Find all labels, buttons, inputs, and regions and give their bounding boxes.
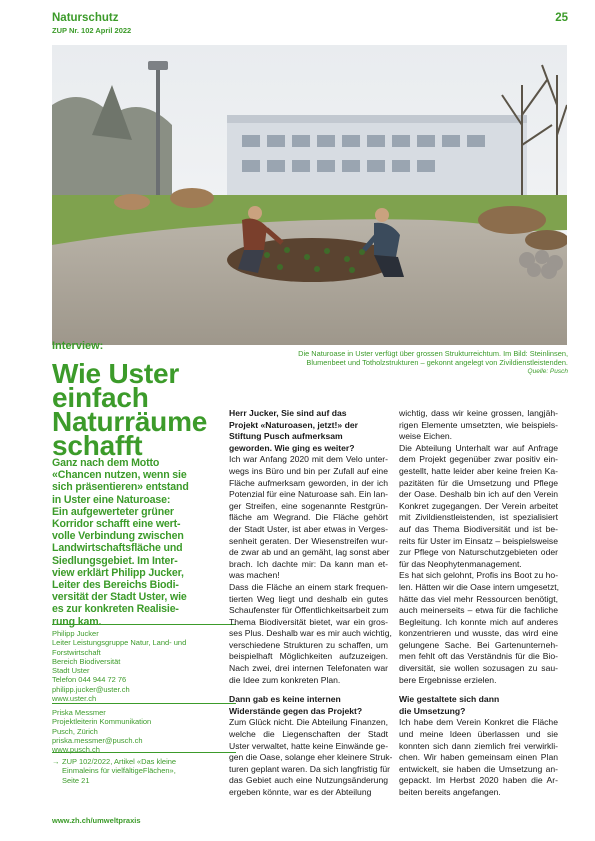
contact-department: Bereich Biodiversität — [52, 656, 121, 666]
contact-block-messmer — [52, 708, 232, 754]
cross-reference[interactable] — [52, 757, 234, 785]
answer-line: dem Projekt gegenüber zwar positiv ein- — [399, 454, 558, 465]
arrow-right-icon: → — [52, 757, 60, 766]
interview-question: Widerstände gegen das Projekt? — [229, 705, 363, 716]
contact-block-jucker — [52, 629, 232, 703]
answer-line: entwickelt, sie haben die Umsetzung an- — [399, 763, 558, 774]
answer-line: ses Plus. Deshalb war es mir auch wichtig, — [229, 628, 392, 639]
contact-role: Leiter Leistungsgruppe Natur, Land- und — [52, 638, 187, 648]
interview-question: Herr Jucker, Sie sind auf das — [229, 408, 347, 418]
article-kicker: Interview: — [52, 340, 104, 352]
answer-line: gelungene Sache. Bei Gartenunterneh- — [399, 639, 558, 650]
answer-line: Ich habe dem Verein Konkret die Fläche — [399, 717, 558, 728]
answer-line: Schaufenster für Öffentlichkeitsarbeit zum — [229, 605, 389, 616]
headline-line: Wie Uster — [52, 358, 180, 389]
headline-line: einfach — [52, 382, 149, 413]
answer-line: weise Eichen. — [399, 431, 453, 442]
lead-line: «Chancen nutzen, wenn sie — [52, 469, 187, 482]
answer-line: Es hat sich gelohnt, Profis ins Boot zu ho- — [399, 570, 559, 581]
answer-line: chen. Wir haben gemeinsam einen Plan — [399, 752, 558, 763]
answer-line: der Stadt Uster, ist aber etwas in Verges- — [229, 523, 388, 534]
lead-line: Landwirtschaftsfläche und — [52, 542, 183, 555]
answer-line: Potenzial für eine Naturoase sah. Ein lan- — [229, 489, 388, 500]
photo-garden-workers-icon — [52, 45, 567, 345]
headline-line: schafft — [52, 430, 143, 461]
answer-line: welche die Liegenschaften der Stadt — [229, 729, 388, 740]
lead-line: Korridor schafft eine wert- — [52, 518, 181, 531]
lead-line: versität der Stadt Uster, wie — [52, 591, 187, 604]
answer-line: die Idee zum konkreten Plan. — [229, 674, 341, 685]
answer-line: rigen Elemente umsetzten, wie beispiels- — [399, 419, 558, 430]
contact-name: Priska Messmer — [52, 708, 106, 717]
answer-line: reits für Uster im Einsatz – beispielsweise — [399, 535, 558, 546]
interview-question: Wie gestaltete sich dann — [399, 694, 500, 705]
lead-line: rung kam. — [52, 615, 102, 628]
section-title: Naturschutz — [52, 12, 119, 24]
lead-line: Ein aufgewerteter grüner — [52, 505, 174, 518]
answer-line: für das Neophytenmanagement. — [399, 558, 522, 569]
contact-name: Philipp Jucker — [52, 629, 99, 638]
lead-line: Leiter des Bereichs Biodi- — [52, 579, 179, 592]
answer-line: Nach zwei, drei internen Telefonaten war — [229, 663, 388, 674]
page-number: 25 — [555, 12, 568, 24]
contact-role: Forstwirtschaft — [52, 647, 101, 657]
answer-line: bere Ergebnisse erzielen. — [399, 674, 497, 685]
answer-line: gen die Oase, solange eher kleinere Struk- — [229, 752, 393, 763]
paragraph-gap — [229, 686, 388, 694]
divider — [52, 703, 236, 704]
paragraph-gap — [399, 686, 558, 694]
answer-line: Konkret zugegangen. Der Verein arbeitet — [399, 500, 558, 511]
interview-question: Projekt «Naturoasen, jetzt!» der — [229, 419, 358, 430]
headline-line: Naturräume — [52, 406, 208, 437]
article-lead — [52, 457, 236, 628]
contact-organisation: Pusch, Zürich — [52, 726, 98, 736]
answer-line: was machen! — [229, 570, 280, 581]
interview-question: geworden. Wie ging es weiter? — [229, 442, 355, 453]
answer-line: beiten bereits angefangen. — [399, 787, 501, 797]
answer-line: Ich war Anfang 2020 mit dem Velo unter- — [229, 454, 388, 465]
caption-line: Blumenbeet und Totholzstrukturen – gekonnt angelegt von Zivildienstleistenden. — [306, 358, 568, 368]
reference-line: Einmaleins für vielfältigeFlächen», — [62, 766, 176, 776]
answer-line: auch meinerseits – etwa für die fachliche — [399, 605, 558, 616]
answer-line: Fläche aufmerksam geworden, in der ich — [229, 477, 388, 488]
lead-line: sich präsentieren» entstand — [52, 481, 189, 494]
answer-line: brach. Ich dachte mir: Da kann man et- — [229, 558, 388, 569]
footer-link[interactable]: www.zh.ch/umweltpraxis — [52, 816, 141, 825]
answer-line: wichtig, dass wir keine grossen, langjäh- — [399, 408, 558, 418]
article-photo — [52, 45, 567, 345]
answer-line: Die Abteilung Unterhalt war auf Anfrage — [399, 442, 558, 453]
answer-line: gepackt. Im Herbst 2020 haben die Ar- — [399, 775, 558, 786]
reference-line: ZUP 102/2022, Artikel «Das kleine — [62, 757, 177, 766]
answer-line: der Oase. Deshalb bin ich auf den Verein — [399, 489, 558, 500]
lead-line: Siedlungsgebiet. Im Inter- — [52, 554, 178, 567]
answer-line: de zwar ab und an gemäht, lag sonst aber — [229, 547, 390, 558]
article-column-right — [399, 408, 558, 799]
lead-line: view erklärt Philipp Jucker, — [52, 566, 184, 579]
reference-text — [62, 757, 234, 785]
interview-question: die Umsetzung? — [399, 705, 466, 716]
answer-line: Begleitung. Ich konnte mich auf anderes — [399, 616, 558, 627]
article-column-middle — [229, 408, 393, 799]
answer-line: senheit geraten. Der Wiesenstreifen wur- — [229, 535, 388, 546]
answer-line: auf das Thema Biodiversität und ist be- — [399, 523, 558, 534]
answer-line: zur Pflege von Naturschutzgebieten oder — [399, 547, 558, 558]
answer-line: fläche am Wegrand. Die Fläche gehört — [229, 512, 388, 523]
answer-line: Zum Glück nicht. Die Abteilung Finanzen, — [229, 717, 388, 728]
article-headline — [52, 358, 232, 461]
answer-line: verschiedene Strukturen zu schaffen, um — [229, 639, 388, 650]
answer-line: ergeben könnte, war es der Abteilung — [229, 787, 372, 797]
answer-line: ger Streifen, eine sogenannte Restgrün- — [229, 500, 388, 511]
answer-line: Thema Biodiversität bietet, war ein gros- — [229, 616, 388, 627]
answer-line: len. Hätten wir die Oase intern umgesetzt, — [399, 581, 560, 592]
divider — [52, 624, 236, 625]
answer-line: pazitäten für die Umsetzung und Pflege — [399, 477, 558, 488]
answer-line: men fehlt oft das Verständnis für die Bio- — [399, 651, 558, 662]
photo-caption — [228, 349, 568, 377]
answer-line: gestellt, hatte leider aber keine freien Ka- — [399, 465, 558, 476]
answer-line: tierten Weg liegt und deshalb ein gutes — [229, 593, 388, 604]
answer-line: mit Zivildienstleistenden, ist spezialisiert — [399, 512, 558, 523]
photo-credit: Quelle: Pusch — [527, 368, 568, 376]
contact-website-link[interactable]: www.pusch.ch — [52, 745, 100, 755]
answer-line: das Gebiet auch eine Nutzungsänderung — [229, 775, 388, 786]
caption-line: Die Naturoase in Uster verfügt über grossen Strukturreichtum. Im Bild: Steinlinsen, — [298, 349, 568, 358]
contact-role: Projektleiterin Kommunikation — [52, 717, 152, 727]
answer-line: und meine Ideen überlassen und sie — [399, 729, 558, 740]
interview-question: Dann gab es keine internen — [229, 694, 341, 705]
answer-line: beispielhaft Möglichkeiten aufzuzeigen. — [229, 651, 388, 662]
answer-line: wegs ins Büro und bin per Zufall auf eine — [229, 465, 388, 476]
lead-line: es zur konkreten Realisie- — [52, 603, 179, 616]
issue-label: ZUP Nr. 102 April 2022 — [52, 26, 132, 35]
lead-line: in Uster eine Naturoase: — [52, 493, 171, 506]
contact-email-link[interactable]: priska.messmer@pusch.ch — [52, 735, 143, 745]
answer-line: diversität, sie wollen sozusagen zu sau- — [399, 663, 558, 674]
lead-line: Ganz nach dem Motto — [52, 457, 160, 469]
interview-question: Stiftung Pusch aufmerksam — [229, 431, 343, 442]
lead-line: volle Verbindung zwischen — [52, 530, 184, 543]
divider — [52, 752, 236, 753]
contact-website-link[interactable]: www.uster.ch — [52, 694, 97, 704]
reference-line: Seite 21 — [62, 775, 90, 785]
contact-organisation: Stadt Uster — [52, 666, 90, 676]
answer-line: Dass die Fläche an einem stark frequen- — [229, 581, 388, 592]
contact-email-link[interactable]: philipp.jucker@uster.ch — [52, 684, 130, 694]
answer-line: konnten sich dann ziemlich frei verwirkli- — [399, 740, 558, 751]
contact-phone: Telefon 044 944 72 76 — [52, 675, 127, 685]
answer-line: Uster verwaltet, hatte keine Einwände ge- — [229, 740, 389, 751]
answer-line: konzentrieren und wusste, das wird eine — [399, 628, 558, 639]
answer-line: hätte das viel mehr Ressourcen benötigt, — [399, 593, 558, 604]
answer-line: turen geplant waren. Da sich langfristig für — [229, 763, 390, 774]
